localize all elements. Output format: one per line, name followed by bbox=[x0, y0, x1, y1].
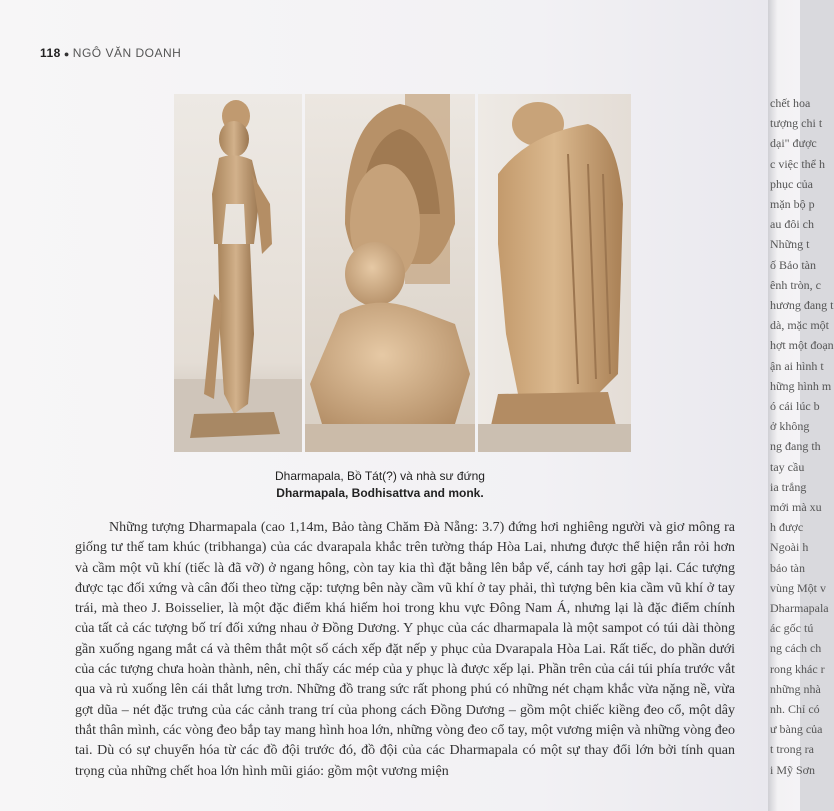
page-number: 118 bbox=[40, 46, 61, 60]
photo-dharmapala bbox=[174, 94, 302, 452]
facing-page-fragment: phục của bbox=[770, 176, 813, 191]
photo-bodhisattva bbox=[305, 94, 475, 452]
facing-page-fragment: tay cầu bbox=[770, 459, 805, 474]
caption-vietnamese: Dharmapala, Bồ Tát(?) và nhà sư đứng bbox=[275, 469, 485, 483]
facing-page-fragment: dại" được bbox=[770, 136, 817, 151]
facing-page-fragment: i Mỹ Sơn bbox=[770, 762, 816, 777]
facing-page-fragment: h được bbox=[770, 520, 804, 535]
facing-page-fragment: bảo tàn bbox=[770, 560, 805, 575]
running-header bbox=[40, 46, 181, 60]
photo-monk bbox=[478, 94, 631, 452]
facing-page-fragment: Những t bbox=[770, 237, 810, 252]
facing-page-fragment: ó cái lúc b bbox=[770, 399, 820, 413]
body-text bbox=[75, 518, 735, 782]
paragraph: Những tượng Dharmapala (cao 1,14m, Bảo tàng Chăm Đà Nẵng: 3.7) đứng hơi nghiêng người và giơ mông ra giống tư thế tam khúc (tribhanga) của các dvarapala khắc trên tường tháp Hòa Lai, nhưng được thể hiện rắn rỏi hơn và cầm một vũ khí (tiếc là đã vỡ) ở ngang hông, còn tay kia thì đặt bằng lên bắp vế, cánh tay hơi gập lại. Các tượng được tạc đối xứng và cân đối theo từng cặp: tượng bên này cầm vũ khí ở tay phải, thì tượng bên kia cầm vũ khí ở tay trái, mà theo J. Boisselier, là một đặc điểm khá hiếm hoi trong khu vực Đông Nam Á, nhưng lại là đặc điểm chính của tất cả các tượng bố trí đối xứng nhau ở Đồng Dương. Y phục của các dharmapala là một sampot có túi dài thòng gần xuống ngang mắt cá và thêm thắt một số cách xếp đặt nếp y phục của Dvarapala Hòa Lai. Rất tiếc, do phần dưới của các tượng chưa hoàn thành, nên, chỉ thấy các mép của y phục là được xếp lại. Phần trên của cái túi phía trước vắt qua và rủ xuống lên cái thắt lưng trơn. Những đồ trang sức rất phong phú có những nét chạm khắc vừa nặng nề, vừa gợt dũa – nét đặc trưng của các cảnh trang trí của phong cách Đồng Dương – gồm một chiếc kiềng đeo cổ, một dây thắt thân mình, các vòng đeo bắp tay mang hình hoa lớn, những vòng đeo cổ tay, một vương miện và những vòng đeo tai. Dù có sự chuyển hóa từ các đồ đội trước đó, đồ đội của các Dharmapala có một sự thay đổi lớn bởi tính quan trọng của những chết hoa lớn hình mũi giáo: gồm một vương miện bbox=[75, 520, 735, 779]
caption-english: Dharmapala, Bodhisattva and monk. bbox=[276, 486, 484, 500]
facing-page-fragment: ở không bbox=[770, 419, 810, 434]
author-name: NGÔ VĂN DOANH bbox=[72, 46, 182, 60]
facing-page-fragment: rong khác r bbox=[770, 661, 825, 676]
facing-page-fragment: ác gốc tú bbox=[770, 621, 814, 636]
facing-page-fragment: ênh tròn, c bbox=[770, 277, 821, 292]
facing-page-fragment: hững hình m bbox=[770, 378, 832, 393]
facing-page-fragment: ư bàng của bbox=[770, 722, 823, 737]
facing-page-fragment: hương đang t bbox=[770, 298, 834, 312]
facing-page-fragment: ận ai hình t bbox=[770, 358, 824, 373]
facing-page-fragment: vùng Một v bbox=[770, 580, 827, 595]
facing-page-fragment: ng cách ch bbox=[770, 641, 822, 656]
facing-page-fragment: Dharmapala bbox=[770, 601, 829, 615]
facing-page-edge bbox=[768, 0, 834, 811]
facing-page-fragment: ia trắng bbox=[770, 479, 807, 494]
figure-caption bbox=[220, 468, 540, 502]
facing-page-fragment: hợt một đoạn bbox=[770, 338, 834, 353]
facing-page-fragment: dà, mặc một bbox=[770, 318, 829, 333]
facing-page-fragment: ng đang th bbox=[770, 439, 821, 454]
facing-page-fragment: au đôi ch bbox=[770, 217, 814, 232]
facing-page-fragment: tượng chi t bbox=[770, 116, 823, 131]
facing-page-fragment: những nhà bbox=[770, 681, 821, 696]
facing-page-fragment: chết hoa bbox=[770, 96, 811, 110]
facing-page-fragment: t trong ra bbox=[770, 742, 814, 757]
facing-page-fragment: nh. Chỉ có bbox=[770, 702, 820, 716]
facing-page-fragment: mới mà xu bbox=[770, 500, 822, 514]
facing-page-fragment: c việc thể h bbox=[770, 156, 825, 171]
bullet-icon: ● bbox=[63, 49, 70, 59]
facing-page-fragment: Ngoài h bbox=[770, 540, 809, 555]
facing-page-fragment: mặn bộ p bbox=[770, 197, 815, 211]
facing-page-fragment: ố Bảo tàn bbox=[770, 257, 816, 272]
